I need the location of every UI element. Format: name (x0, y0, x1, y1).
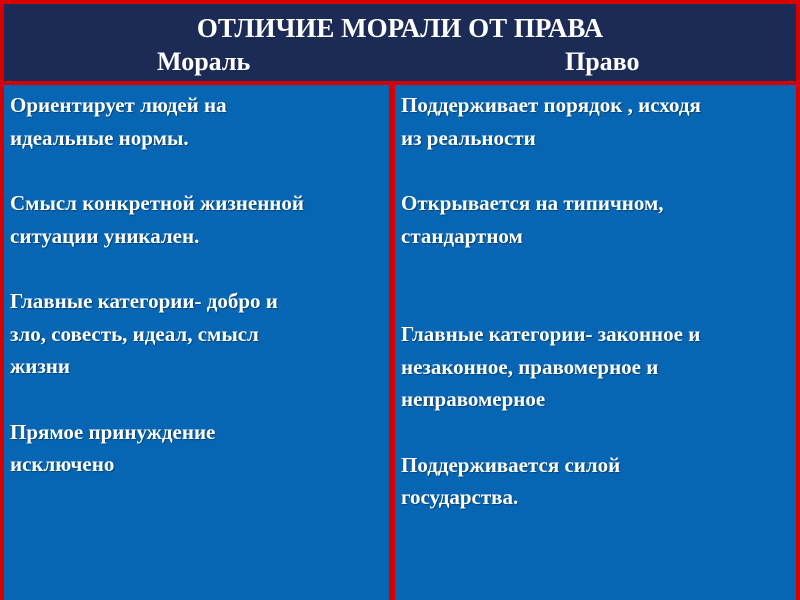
law-line: Открывается на типичном, (401, 191, 664, 215)
law-cell (395, 85, 796, 600)
law-line: стандартном (401, 223, 523, 248)
law-line: незаконное, правомерное и (401, 354, 659, 379)
morality-line: ситуации уникален. (10, 223, 200, 248)
morality-line: зло, совесть, идеал, смысл (10, 321, 259, 346)
law-line: из реальности (401, 125, 536, 150)
column-header-morality: Мораль (157, 47, 251, 76)
morality-line: исключено (10, 452, 115, 476)
morality-line: Главные категории- добро и (10, 289, 278, 313)
morality-line: Смысл конкретной жизненной (10, 191, 304, 215)
law-line: Поддерживается силой (401, 452, 621, 477)
morality-line: Ориентирует людей на (10, 93, 227, 117)
morality-line: жизни (10, 354, 70, 378)
spacer (401, 154, 796, 187)
spacer (401, 416, 796, 449)
spacer (10, 154, 389, 187)
column-header-law: Право (565, 47, 640, 76)
morality-line: Прямое принуждение (10, 419, 216, 444)
slide-title: ОТЛИЧИЕ МОРАЛИ ОТ ПРАВА (196, 13, 604, 43)
law-line: Поддерживает порядок , исходя (401, 93, 701, 117)
spacer (10, 252, 389, 285)
spacer (401, 252, 796, 318)
table-header (4, 4, 796, 81)
law-line: Главные категории- законное и (401, 322, 701, 346)
morality-line: идеальные нормы. (10, 125, 189, 150)
law-line: неправомерное (401, 387, 546, 411)
spacer (10, 383, 389, 416)
morality-cell (4, 85, 389, 600)
law-line: государства. (401, 485, 519, 509)
